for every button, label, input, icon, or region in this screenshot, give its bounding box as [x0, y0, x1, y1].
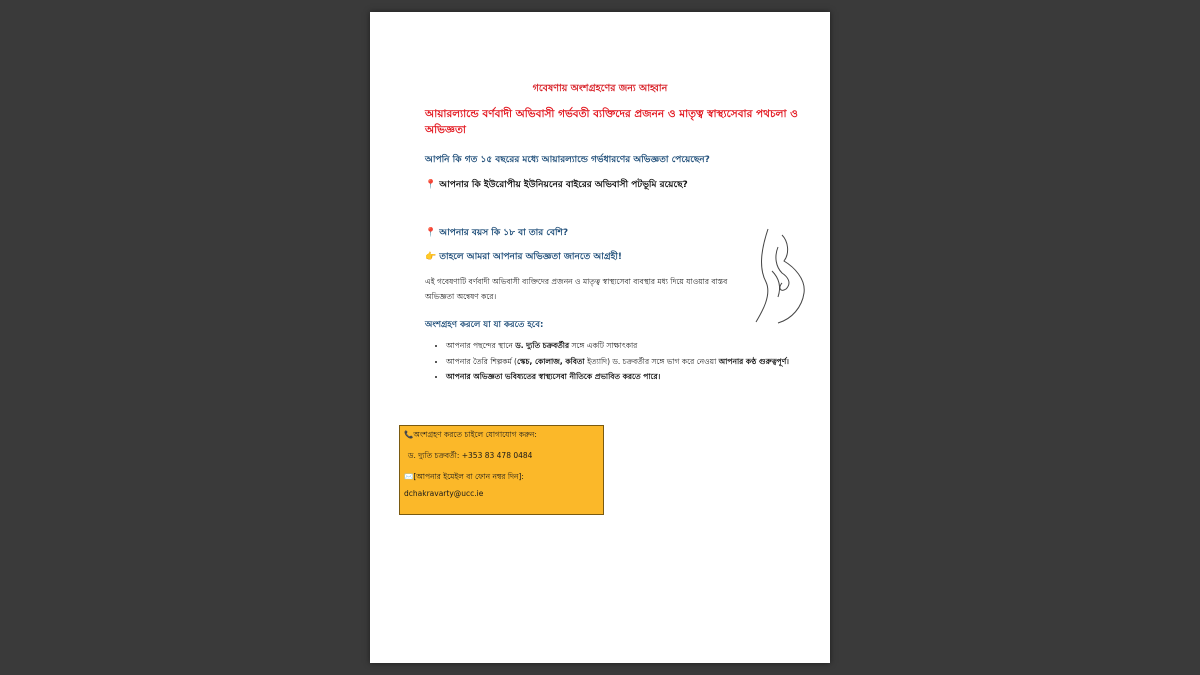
participation-heading: অংশগ্রহণ করলে যা যা করতে হবে:: [425, 320, 544, 330]
bullet-2-pre: আপনার তৈরি শিল্পকর্ম (: [446, 356, 517, 366]
list-item: [446, 355, 806, 369]
pin-icon: 📍: [425, 228, 437, 238]
contact-email-label: [আপনার ইমেইল বা ফোন নম্বর দিন]:: [413, 472, 524, 481]
question-background: [425, 177, 785, 192]
participation-list: [428, 339, 806, 386]
question-background-text: আপনার কি ইউরোপীয় ইউনিয়নের বাইরের অভিবাসী পটভূমি রয়েছে?: [439, 180, 688, 190]
contact-box: [399, 425, 604, 515]
phone-icon: 📞: [404, 430, 414, 439]
bullet-1-post: সঙ্গে একটি সাক্ষাৎকার: [571, 341, 638, 350]
question-pregnancy: আপনি কি গত ১৫ বছরের মধ্যে আয়ারল্যান্ডে গর্ভধারণের অভিজ্ঞতা পেয়েছেন?: [425, 155, 710, 165]
invite-text: তাহলে আমরা আপনার অভিজ্ঞতা জানতে আগ্রহী!: [439, 252, 622, 262]
contact-email-line: [404, 472, 524, 484]
contact-email[interactable]: dchakravarty@ucc.ie: [404, 489, 484, 498]
contact-name-phone: ড. দ্যুতি চক্রবর্তী: +353 83 478 0484: [408, 451, 533, 460]
pointing-hand-icon: 👉: [425, 252, 437, 262]
document-title: গবেষণায় অংশগ্রহণের জন্য আহ্বান: [532, 83, 668, 94]
document-page: [370, 12, 830, 663]
document-subtitle: আয়ারল্যান্ডে বর্ণবাদী অভিবাসী গর্ভবতী ব্যক্তিদের প্রজনন ও মাতৃত্ব স্বাস্থ্যসেবার পথচলা ও অভিজ্ঞতা: [425, 108, 798, 136]
bullet-3: আপনার অভিজ্ঞতা ভবিষ্যতের স্বাস্থ্যসেবা নীতিকে প্রভাবিত করতে পারে।: [446, 372, 661, 381]
contact-heading: অংশগ্রহণ করতে চাইলে যোগাযোগ করুন:: [413, 430, 537, 439]
bullet-1-pre: আপনার পছন্দের স্থানে: [446, 341, 513, 350]
question-age-text: আপনার বয়স কি ১৮ বা তার বেশি?: [439, 228, 569, 238]
bullet-2-mid: ইত্যাদি) ড. চক্রবর্তীর সঙ্গে ভাগ করে নেওয়া: [587, 356, 717, 366]
bullet-1-bold: ড. দ্যুতি চক্রবর্তীর: [515, 341, 570, 350]
pregnant-woman-illustration: [748, 227, 810, 325]
question-age: [425, 225, 785, 240]
bullet-2-bold2: আপনার কণ্ঠ গুরুত্বপূর্ণ।: [718, 356, 789, 366]
pin-icon: 📍: [425, 180, 437, 190]
study-description: এই গবেষণাটি বর্ণবাদী অভিবাসী ব্যক্তিদের প্রজনন ও মাতৃত্ব স্বাস্থ্যসেবা ব্যবস্থার মধ্য দিয়ে যাওয়ার বাস্তব অভিজ্ঞতা অন্বেষণ করে।: [425, 277, 728, 301]
invite-line: [425, 249, 785, 264]
email-icon: ✉️: [404, 472, 414, 481]
list-item: [446, 370, 806, 384]
list-item: [446, 339, 806, 353]
bullet-2-bold: স্কেচ, কোলাজ, কবিতা: [516, 356, 585, 366]
contact-heading-line: [404, 430, 537, 442]
